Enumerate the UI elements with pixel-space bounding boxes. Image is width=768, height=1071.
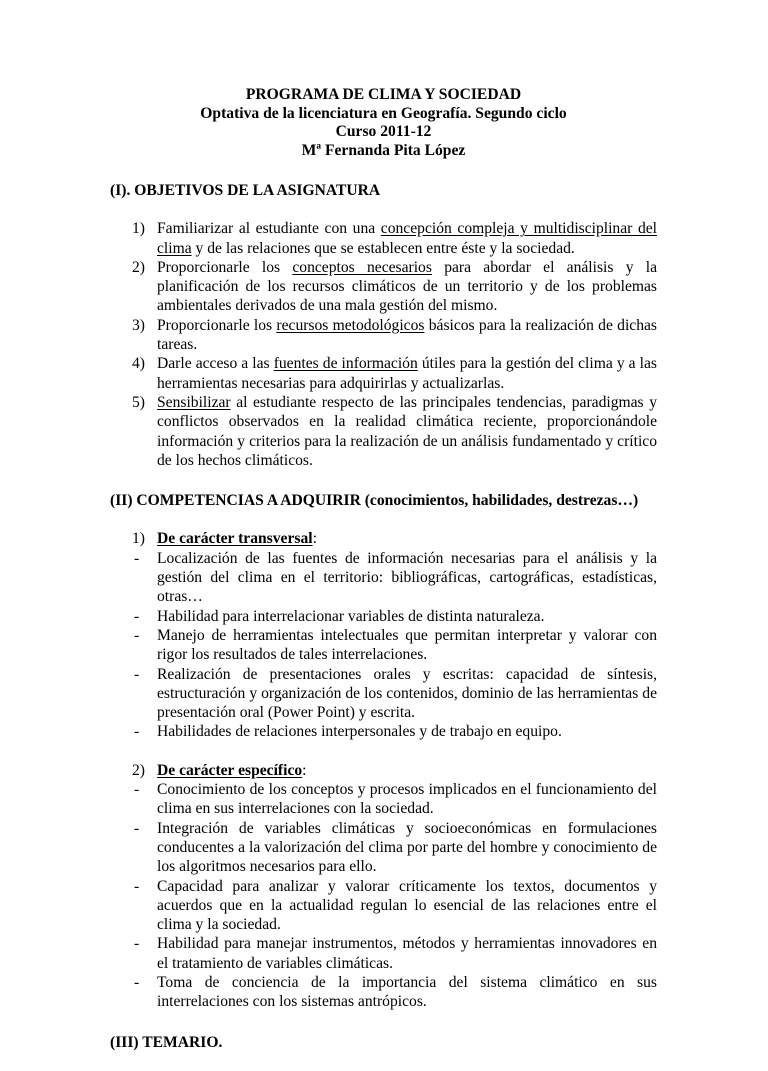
competencia-item: - Conocimiento de los conceptos y procesos implicados en el funcionamiento del clima en sus interrelaciones con la sociedad. [134,781,657,818]
dash-bullet: - [134,626,140,644]
list-number: 2) [132,258,145,276]
competencia-item: - Integración de variables climáticas y socioeconómicas en formulaciones conducentes a la valorización del clima por parte del hombre y conocimiento de los algoritmos necesarios para ello. [134,819,657,876]
competencia-item: - Habilidades de relaciones interpersonales y de trabajo en equipo. [134,723,562,741]
dash-bullet: - [134,935,140,953]
objetivo-item: 3) Proporcionarle los recursos metodológicos básicos para la realización de dichas tareas. [132,316,657,354]
section-temario-title: (III) TEMARIO. [110,1033,223,1051]
author-name: Mª Fernanda Pita López [301,141,466,159]
section-competencias-title: (II) COMPETENCIAS A ADQUIRIR (conocimientos, habilidades, destrezas…) [110,492,639,510]
group-label: De carácter específico [157,761,303,779]
document-page [110,0,657,1071]
competencia-item: - Localización de las fuentes de información necesarias para el análisis y la gestión del clima en el territorio: bibliográficas, cartográficas, estadísticas, otras… [134,549,657,606]
list-number: 1) [132,220,145,238]
underlined-phrase: conceptos necesarios [292,258,432,276]
objetivo-item: 5) Sensibilizar al estudiante respecto de las principales tendencias, paradigmas y conflictos observados en la realidad climática reciente, proporcionándole información y criterios para la realización de un análisis fundamentado y crítico de los hechos climáticos. [132,393,657,469]
competencias-transversal-list [110,549,657,742]
dash-bullet: - [134,973,140,991]
underlined-phrase: Sensibilizar [157,393,231,411]
dash-bullet: - [134,549,140,567]
underlined-phrase: fuentes de información [273,355,418,373]
course-year: Curso 2011-12 [335,123,432,140]
objetivos-list [110,219,657,470]
document-header [110,86,657,160]
spacer [110,742,657,761]
dash-bullet: - [134,781,140,799]
competencia-item: - Capacidad para analizar y valorar críticamente los textos, documentos y acuerdos que en la actualidad regulan lo esencial de las relaciones entre el clima y la sociedad. [134,877,657,934]
dash-bullet: - [134,607,140,625]
competencia-item: - Toma de conciencia de la importancia del sistema climático en sus interrelaciones con los sistemas antrópicos. [134,973,657,1011]
underlined-phrase: concepción compleja y multidisciplinar del clima [157,220,658,257]
list-number: 5) [132,393,145,411]
document-subtitle: Optativa de la licenciatura en Geografía. Segundo ciclo [200,104,567,122]
objetivo-item: 1) Familiarizar al estudiante con una concepción compleja y multidisciplinar del clima y de las relaciones que se establecen entre éste y la sociedad. [132,220,658,257]
objetivo-item: 4) Darle acceso a las fuentes de información útiles para la gestión del clima y a las herramientas necesarias para adquirirlas y actualizarlas. [132,355,657,392]
competencias-especifico-list [110,780,657,1012]
underlined-phrase: recursos metodológicos [276,316,425,334]
group-label: De carácter transversal [157,530,313,548]
list-number: 4) [132,355,145,373]
dash-bullet: - [134,877,140,895]
competencia-item: - Habilidad para manejar instrumentos, métodos y herramientas innovadores en el tratamiento de variables climáticas. [134,935,657,972]
competencia-item: - Manejo de herramientas intelectuales que permitan interpretar y valorar con rigor los resultados de tales interrelaciones. [134,626,657,664]
document-title: PROGRAMA DE CLIMA Y SOCIEDAD [245,86,522,103]
competencias-especifico-heading: 2) De carácter específico: [132,761,307,779]
list-number: 1) [132,530,145,548]
dash-bullet: - [134,819,140,837]
competencia-item: - Realización de presentaciones orales y escritas: capacidad de síntesis, estructuración y organización de los contenidos, dominio de las herramientas de presentación oral (Power Point) y escrita. [134,665,657,722]
dash-bullet: - [134,665,140,683]
competencia-item: - Habilidad para interrelacionar variables de distinta naturaleza. [134,607,545,625]
competencias-transversal-heading: 1) De carácter transversal: [132,530,317,548]
list-number: 3) [132,316,145,334]
objetivo-item: 2) Proporcionarle los conceptos necesarios para abordar el análisis y la planificación de los recursos climáticos de un territorio y de los problemas ambientales derivados de una mala gestión del mismo. [132,258,657,315]
section-objetivos-title: (I). OBJETIVOS DE LA ASIGNATURA [110,182,381,199]
list-number: 2) [132,761,145,779]
dash-bullet: - [134,723,140,741]
